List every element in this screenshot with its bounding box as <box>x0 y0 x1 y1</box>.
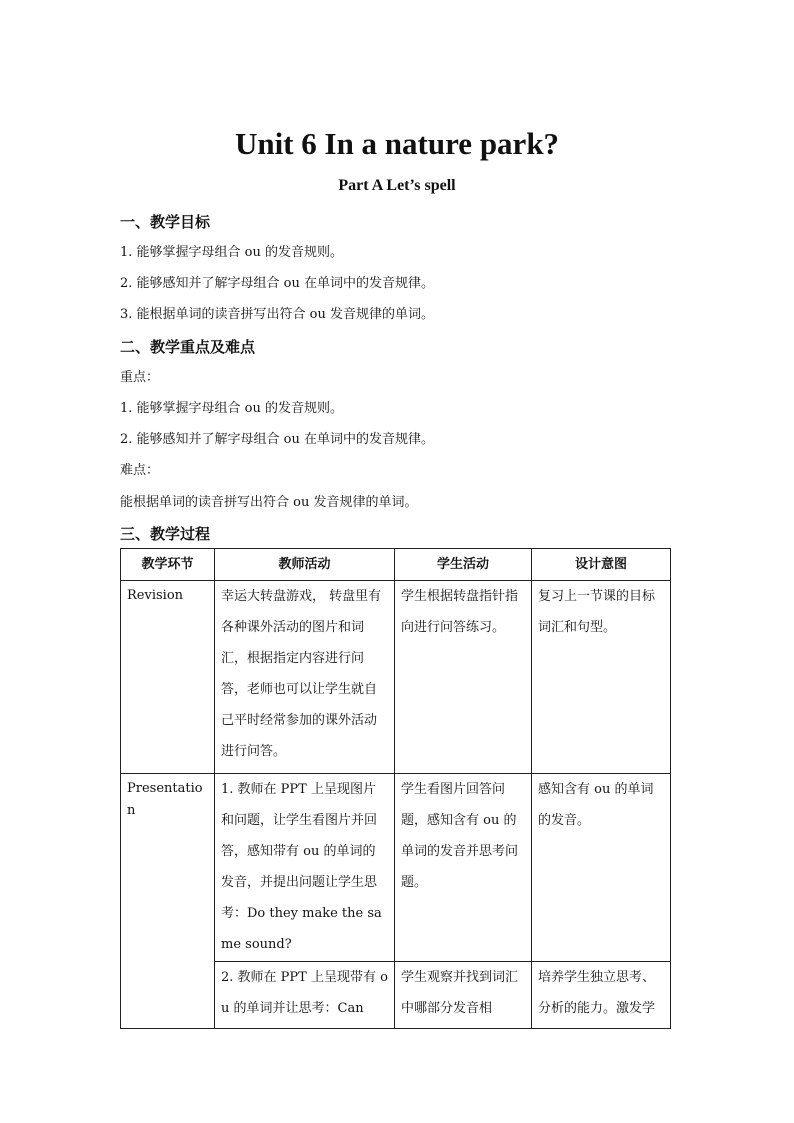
stage-cell: Presentation <box>121 774 215 1029</box>
table-row <box>121 581 671 774</box>
student-activity-cell: 学生根据转盘指针指向进行问答练习。 <box>395 581 532 774</box>
section-heading-process: 三、教学过程 <box>120 525 211 543</box>
table-row <box>121 774 671 962</box>
difficulty-label: 难点： <box>120 463 160 478</box>
student-activity-cell <box>395 962 532 1029</box>
design-intent-cell: 复习上一节课的目标词汇和句型。 <box>532 581 671 774</box>
header-stage: 教学环节 <box>121 549 215 581</box>
objective-item: 1. 能够掌握字母组合 ou 的发音规则。 <box>120 245 343 260</box>
key-points-label: 重点： <box>120 370 160 385</box>
table-header-row <box>121 549 671 581</box>
student-activity-text: 学生观察并找到词汇中哪部分发音相 <box>401 970 519 1016</box>
document-title: Unit 6 In a nature park? <box>234 126 560 161</box>
difficulty-text: 能根据单词的读音拼写出符合 ou 发音规律的单词。 <box>120 495 418 510</box>
header-design-intent: 设计意图 <box>532 549 671 581</box>
document-subtitle: Part A Let’s spell <box>338 177 456 194</box>
header-teacher-activity: 教师活动 <box>215 549 395 581</box>
header-student-activity: 学生活动 <box>395 549 532 581</box>
design-intent-cell <box>532 962 671 1029</box>
teacher-activity-cell: 幸运大转盘游戏， 转盘里有各种课外活动的图片和词汇，根据指定内容进行问答，老师也可以让学生就自己平时经常参加的课外活动进行问答。 <box>215 581 395 774</box>
design-intent-cell: 感知含有 ou 的单词的发音。 <box>532 774 671 962</box>
teacher-activity-cell <box>215 962 395 1029</box>
teaching-process-table <box>120 548 671 1029</box>
design-intent-text: 培养学生独立思考、分析的能力。激发学 <box>538 970 656 1016</box>
key-point-item: 1. 能够掌握字母组合 ou 的发音规则。 <box>120 401 343 416</box>
stage-cell: Revision <box>121 581 215 774</box>
student-activity-cell: 学生看图片回答问题，感知含有 ou 的单词的发音并思考问题。 <box>395 774 532 962</box>
objective-item: 3. 能根据单词的读音拼写出符合 ou 发音规律的单词。 <box>120 307 434 322</box>
teacher-activity-cell: 1. 教师在 PPT 上呈现图片和问题，让学生看图片并回答，感知带有 ou 的单词的发音，并提出问题让学生思考：Do they make the same sound? <box>215 774 395 962</box>
teacher-activity-text: 2. 教师在 PPT 上呈现带有 ou 的单词并让思考：Can <box>221 970 388 1016</box>
section-heading-objectives: 一、教学目标 <box>120 213 211 231</box>
objective-item: 2. 能够感知并了解字母组合 ou 在单词中的发音规律。 <box>120 276 434 291</box>
key-point-item: 2. 能够感知并了解字母组合 ou 在单词中的发音规律。 <box>120 432 434 447</box>
section-heading-key-points: 二、教学重点及难点 <box>120 338 256 356</box>
